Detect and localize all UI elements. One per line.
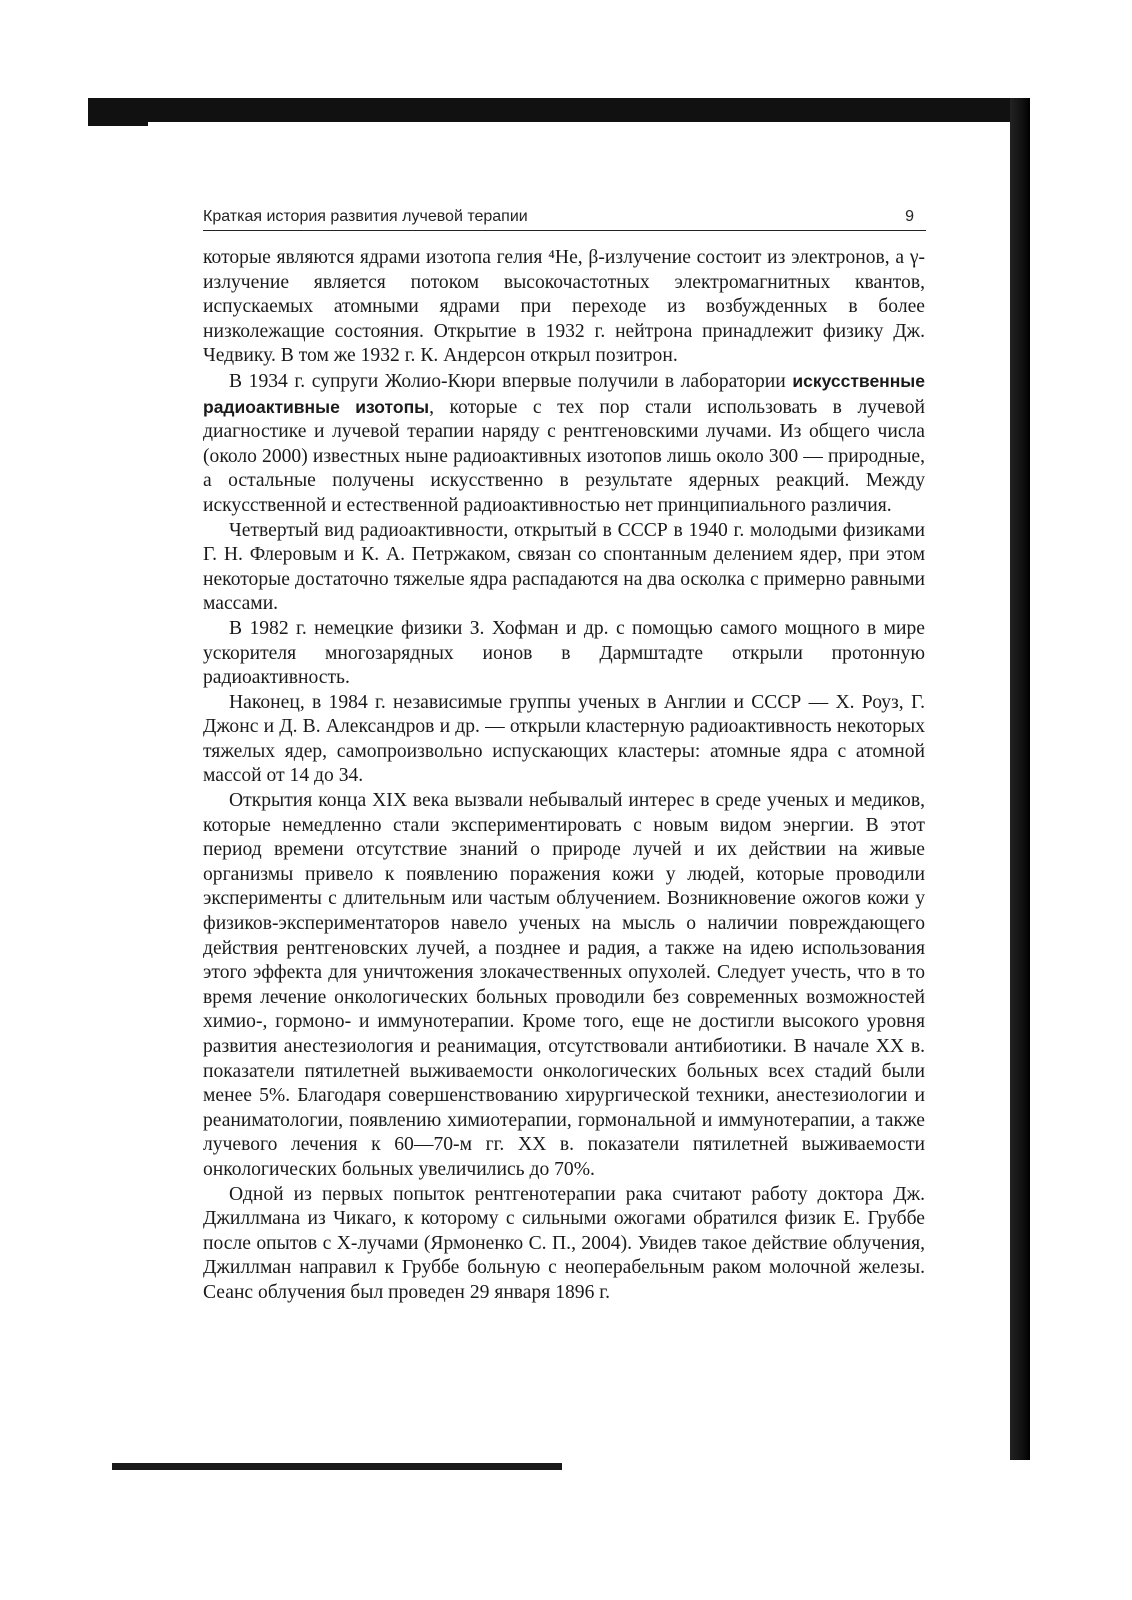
running-header (203, 208, 926, 231)
page-number: 9 (905, 208, 914, 225)
paragraph-7: Одной из первых попыток рентгенотерапии рака считают работу доктора Дж. Джиллмана из Чикаго, к которому с сильными ожогами обратился физик Е. Груббе после опытов с X-лучами (Ярмоненко С. П., 2004). Увидев такое действие облучения, Джиллман направил к Груббе больную с неоперабельным раком молочной железы. Сеанс облучения был проведен 29 января 1896 г. (203, 1183, 925, 1303)
paragraph-1: которые являются ядрами изотопа гелия ⁴He, β-излучение состоит из электронов, а γ-излучение является потоком высокочастотных электромагнитных квантов, испускаемых атомными ядрами при переходе из возбужденных в более низколежащие состояния. Открытие в 1932 г. нейтрона принадлежит физику Дж. Чедвику. В том же 1932 г. К. Андерсон открыл позитрон. (203, 247, 925, 367)
paragraph-5: Наконец, в 1984 г. независимые группы ученых в Англии и СССР — Х. Роуз, Г. Джонс и Д. В. Александров и др. — открыли кластерную радиоактивность некоторых тяжелых ядер, самопроизвольно испускающих кластеры: атомные ядра с атомной массой от 14 до 34. (203, 691, 925, 787)
scan-border-top-notch (88, 118, 148, 126)
paragraph-2-start: В 1934 г. супруги Жолио-Кюри впервые получили в лаборатории (229, 370, 793, 392)
term-artificial-isotopes: искусственные радиоактивные изотопы (203, 370, 925, 417)
paragraph-3: Четвертый вид радиоактивности, открытый в СССР в 1940 г. молодыми физиками Г. Н. Флеровым и К. А. Петржаком, связан со спонтанным делением ядер, при этом некоторые достаточно тяжелые ядра распадаются на два осколка с примерно равными массами. (203, 519, 925, 615)
scan-border-right (1010, 98, 1030, 1460)
scan-border-top (88, 98, 1026, 122)
paragraph-2 (203, 369, 925, 519)
paragraph-4: В 1982 г. немецкие физики З. Хофман и др. с помощью самого мощного в мире ускорителя многозарядных ионов в Дармштадте открыли протонную радиоактивность. (203, 617, 925, 689)
paragraph-6: Открытия конца XIX века вызвали небывалый интерес в среде ученых и медиков, которые немедленно стали экспериментировать с новым видом энергии. В этот период времени отсутствие знаний о природе лучей и их действии на живые организмы привело к появлению поражения кожи у людей, которые проводили эксперименты с длительным или частым облучением. Возникновение ожогов кожи у физиков-экспериментаторов навело ученых на мысль о наличии повреждающего действия рентгеновских лучей, а позднее и радия, а также на идею использования этого эффекта для уничтожения злокачественных опухолей. Следует учесть, что в то время лечение онкологических больных проводили без современных возможностей химио-, гормоно- и иммунотерапии. Кроме того, еще не достигли высокого уровня развития анестезиология и реанимация, отсутствовали антибиотики. В начале XX в. показатели пятилетней выживаемости онкологических больных всех стадий были менее 5%. Благодаря совершенствованию хирургической техники, анестезиологии и реаниматологии, появлению химиотерапии, гормональной и иммунотерапии, а также лучевого лечения к 60—70-м гг. XX в. показатели пятилетней выживаемости онкологических больных увеличились до 70%. (203, 790, 925, 1180)
paragraph-2-end: , которые с тех пор стали использовать в лучевой диагностике и лучевой терапии наряду с рентгеновскими лучами. Из общего числа (около 2000) известных ныне радиоактивных изотопов лишь около 300 — природные, а остальные получены искусственно в результате ядерных реакций. Между искусственной и естественной радиоактивностью нет принципиального различия. (203, 396, 925, 516)
scan-border-bottom (112, 1463, 562, 1470)
running-header-title: Краткая история развития лучевой терапии (203, 208, 528, 225)
body-text (203, 246, 925, 1306)
